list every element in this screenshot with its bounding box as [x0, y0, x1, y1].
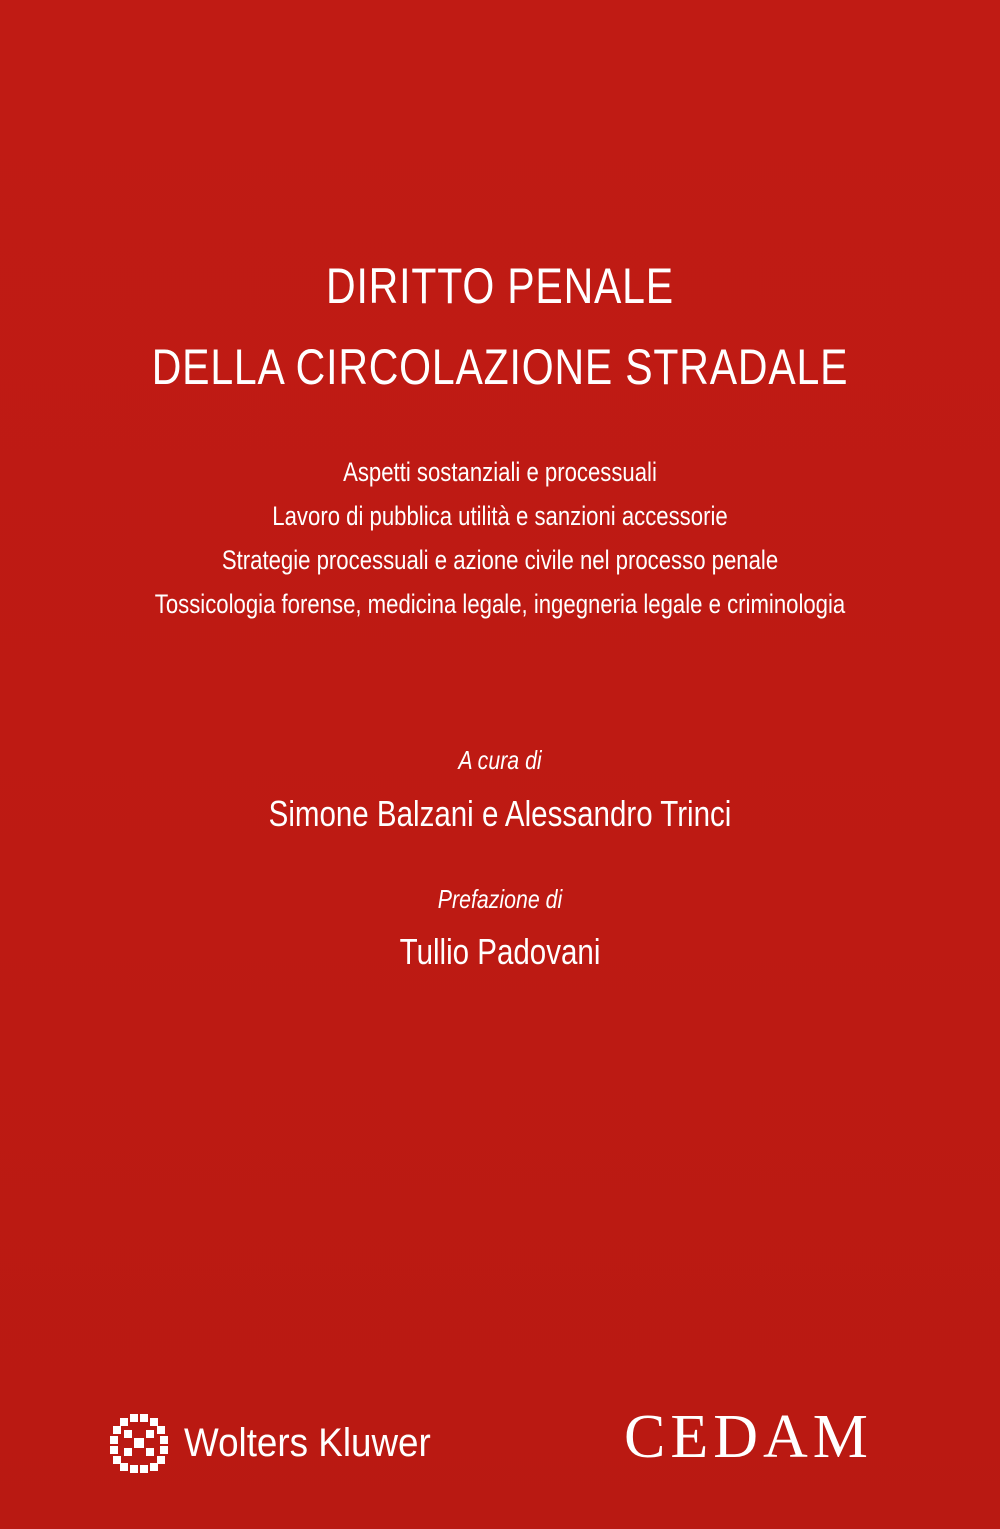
- publisher-name: Wolters Kluwer: [184, 1420, 431, 1465]
- subtitle-line: Strategie processuali e azione civile nel processo penale: [221, 545, 779, 575]
- wolters-kluwer-logo-icon: [108, 1412, 170, 1474]
- imprint-logo: CEDAM: [624, 1403, 873, 1471]
- publisher-logo: [108, 1412, 452, 1474]
- editors-names: Simone Balzani e Alessandro Trinci: [268, 793, 732, 834]
- title-line-2: DELLA CIRCOLAZIONE STRADALE: [151, 339, 849, 395]
- subtitle-list: [90, 450, 910, 626]
- title-line-1: DIRITTO PENALE: [326, 258, 674, 314]
- subtitle-line: Lavoro di pubblica utilità e sanzioni accessorie: [272, 501, 728, 531]
- subtitle-line: Tossicologia forense, medicina legale, ingegneria legale e criminologia: [154, 589, 846, 619]
- preface-author: Tullio Padovani: [399, 931, 601, 972]
- editors-label: A cura di: [458, 745, 542, 775]
- subtitle-line: Aspetti sostanziali e processuali: [343, 457, 657, 487]
- preface-label: Prefazione di: [437, 884, 563, 914]
